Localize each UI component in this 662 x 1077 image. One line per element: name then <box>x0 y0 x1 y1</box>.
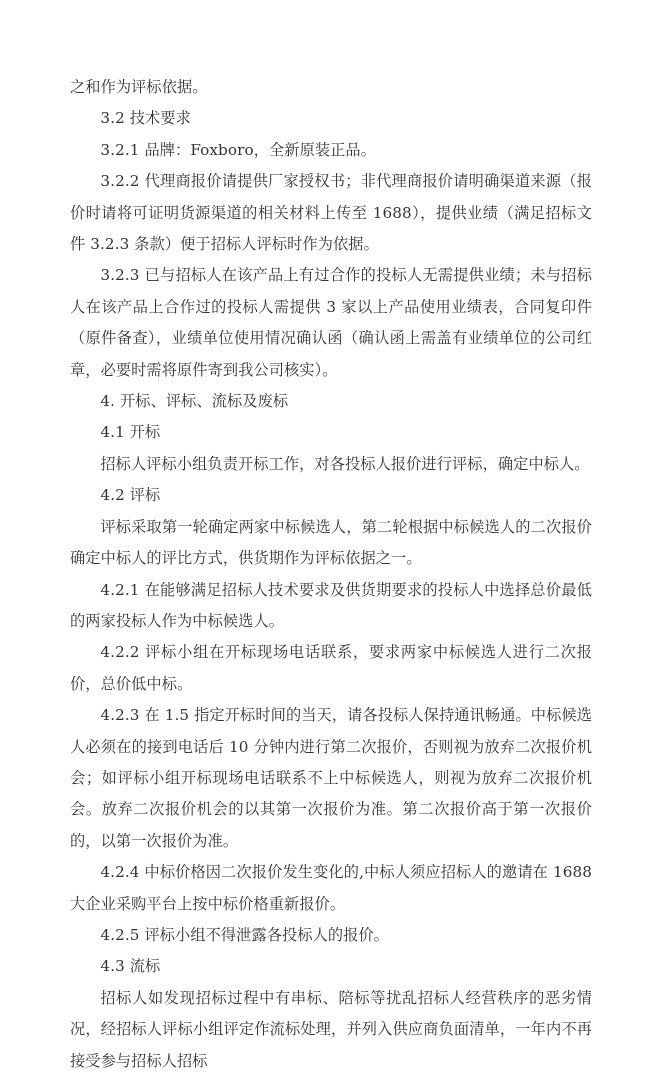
heading-4-3: 4.3 流标 <box>100 957 161 976</box>
clause-4-2-5: 4.2.5 评标小组不得泄露各投标人的报价。 <box>100 925 390 944</box>
clause-4-3-body: 招标人如发现招标过程中有串标、陪标等扰乱招标人经营秩序的恶劣情况，经招标人评标小组评定作流标处理，并列入供应商负面清单，一年内不再接受参与招标人招标 <box>70 988 592 1070</box>
clause-4-1-body: 招标人评标小组负责开标工作，对各投标人报价进行评标，确定中标人。 <box>100 454 590 473</box>
clause-4-2-3: 4.2.3 在 1.5 指定开标时间的当天，请各投标人保持通讯畅通。中标候选人必须在的接到电话后 10 分钟内进行第二次报价，否则视为放弃二次报价机会；如评标小组开标现场电话联系不上中标候选人，则视为放弃二次报价机会。放弃二次报价机会的以其第一次报价为准。第二次报价高于第一次报价的，以第一次报价为准。 <box>70 706 592 850</box>
paragraph-continuation: 之和作为评标依据。 <box>70 78 208 96</box>
clause-4-2-1: 4.2.1 在能够满足招标人技术要求及供货期要求的投标人中选择总价最低的两家投标人作为中标候选人。 <box>70 580 592 630</box>
clause-4-2-2: 4.2.2 评标小组在开标现场电话联系，要求两家中标候选人进行二次报价，总价低中标。 <box>70 643 592 693</box>
clause-3-2-1: 3.2.1 品牌：Foxboro，全新原装正品。 <box>100 140 377 159</box>
clause-3-2-2: 3.2.2 代理商报价请提供厂家授权书；非代理商报价请明确渠道来源（报价时请将可证明货源渠道的相关材料上传至 1688），提供业绩（满足招标文件 3.2.3 条款）便于招标人评标时作为依据。 <box>70 172 592 254</box>
heading-4-1: 4.1 开标 <box>100 423 161 442</box>
clause-3-2-3: 3.2.3 已与招标人在该产品上有过合作的投标人无需提供业绩；未与招标人在该产品上合作过的投标人需提供 3 家以上产品使用业绩表，合同复印件（原件备查），业绩单位使用情况确认函（确认函上需盖有业绩单位的公司红章，必要时需将原件寄到我公司核实）。 <box>70 266 592 379</box>
clause-4-2-body: 评标采取第一轮确定两家中标候选人，第二轮根据中标候选人的二次报价确定中标人的评比方式，供货期作为评标依据之一。 <box>70 517 592 568</box>
clause-4-2-4: 4.2.4 中标价格因二次报价发生变化的,中标人须应招标人的邀请在 1688 大企业采购平台上按中标价格重新报价。 <box>70 863 592 913</box>
heading-4-2: 4.2 评标 <box>100 486 161 505</box>
heading-4: 4. 开标、评标、流标及废标 <box>100 392 289 411</box>
heading-3-2: 3.2 技术要求 <box>100 109 191 128</box>
document-body <box>70 72 592 1077</box>
